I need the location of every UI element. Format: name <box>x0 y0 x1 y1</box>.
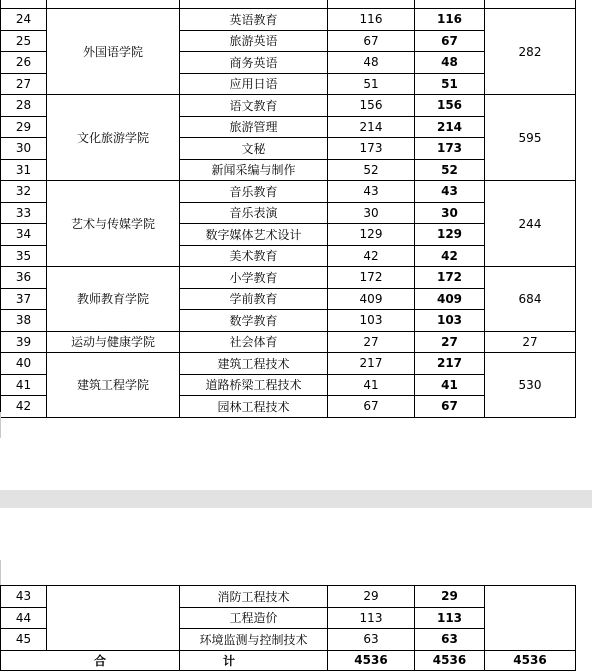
major-name: 旅游管理 <box>180 116 328 138</box>
plan-count: 129 <box>328 224 415 246</box>
actual-count: 42 <box>415 245 485 267</box>
total-actual: 4536 <box>415 650 485 670</box>
plan-count: 67 <box>328 396 415 418</box>
row-number: 24 <box>1 9 47 31</box>
major-name: 数字媒体艺术设计 <box>180 224 328 246</box>
actual-count: 156 <box>415 95 485 117</box>
college-total: 244 <box>485 181 576 267</box>
plan-count: 116 <box>328 9 415 31</box>
college-name: 运动与健康学院 <box>47 331 180 353</box>
major-name: 园林工程技术 <box>180 396 328 418</box>
major-name: 道路桥梁工程技术 <box>180 374 328 396</box>
college-total: 684 <box>485 267 576 332</box>
row-number: 29 <box>1 116 47 138</box>
plan-count: 103 <box>328 310 415 332</box>
row-number: 27 <box>1 73 47 95</box>
plan-count: 51 <box>328 73 415 95</box>
major-name: 环境监测与控制技术 <box>180 629 328 651</box>
college-name <box>47 586 180 651</box>
table-cell <box>415 0 485 9</box>
plan-count: 27 <box>328 331 415 353</box>
plan-count: 63 <box>328 629 415 651</box>
page-break-strip <box>0 490 592 508</box>
total-group: 4536 <box>485 650 576 670</box>
major-name: 社会体育 <box>180 331 328 353</box>
major-name: 英语教育 <box>180 9 328 31</box>
college-total: 282 <box>485 9 576 95</box>
plan-count: 41 <box>328 374 415 396</box>
actual-count: 214 <box>415 116 485 138</box>
major-name: 旅游英语 <box>180 30 328 52</box>
plan-count: 43 <box>328 181 415 203</box>
table-cell <box>328 0 415 9</box>
plan-count: 48 <box>328 52 415 74</box>
plan-count: 67 <box>328 30 415 52</box>
college-name: 教师教育学院 <box>47 267 180 332</box>
major-name: 语文教育 <box>180 95 328 117</box>
row-number: 28 <box>1 95 47 117</box>
row-number: 43 <box>1 586 47 608</box>
college-total: 530 <box>485 353 576 418</box>
plan-count: 173 <box>328 138 415 160</box>
actual-count: 27 <box>415 331 485 353</box>
enrollment-table-bottom <box>0 585 576 671</box>
major-name: 建筑工程技术 <box>180 353 328 375</box>
plan-count: 113 <box>328 607 415 629</box>
major-name: 学前教育 <box>180 288 328 310</box>
row-number: 35 <box>1 245 47 267</box>
major-name: 商务英语 <box>180 52 328 74</box>
actual-count: 51 <box>415 73 485 95</box>
plan-count: 214 <box>328 116 415 138</box>
actual-count: 67 <box>415 396 485 418</box>
table-row <box>1 9 576 31</box>
table-row <box>1 586 576 608</box>
row-number: 39 <box>1 331 47 353</box>
table-cell <box>1 0 47 9</box>
row-number: 41 <box>1 374 47 396</box>
major-name: 美术教育 <box>180 245 328 267</box>
major-name: 应用日语 <box>180 73 328 95</box>
row-number: 36 <box>1 267 47 289</box>
row-number: 37 <box>1 288 47 310</box>
table-row <box>1 181 576 203</box>
page-edge-line <box>0 560 1 586</box>
plan-count: 409 <box>328 288 415 310</box>
actual-count: 30 <box>415 202 485 224</box>
major-name: 文秘 <box>180 138 328 160</box>
table-cell <box>180 0 328 9</box>
major-name: 小学教育 <box>180 267 328 289</box>
actual-count: 103 <box>415 310 485 332</box>
plan-count: 156 <box>328 95 415 117</box>
row-number: 30 <box>1 138 47 160</box>
major-name: 音乐表演 <box>180 202 328 224</box>
actual-count: 43 <box>415 181 485 203</box>
table-row <box>1 353 576 375</box>
actual-count: 67 <box>415 30 485 52</box>
total-label-b: 计 <box>180 650 328 670</box>
major-name: 工程造价 <box>180 607 328 629</box>
actual-count: 409 <box>415 288 485 310</box>
row-number: 44 <box>1 607 47 629</box>
row-number: 45 <box>1 629 47 651</box>
row-number: 38 <box>1 310 47 332</box>
major-name: 消防工程技术 <box>180 586 328 608</box>
row-number: 33 <box>1 202 47 224</box>
table-cell <box>485 0 576 9</box>
row-number: 34 <box>1 224 47 246</box>
table-row <box>1 331 576 353</box>
total-plan: 4536 <box>328 650 415 670</box>
college-total: 27 <box>485 331 576 353</box>
actual-count: 116 <box>415 9 485 31</box>
actual-count: 29 <box>415 586 485 608</box>
plan-count: 29 <box>328 586 415 608</box>
plan-count: 30 <box>328 202 415 224</box>
plan-count: 42 <box>328 245 415 267</box>
college-total <box>485 586 576 651</box>
college-name: 建筑工程学院 <box>47 353 180 418</box>
row-number: 31 <box>1 159 47 181</box>
row-number: 40 <box>1 353 47 375</box>
table-row <box>1 0 576 9</box>
row-number: 42 <box>1 396 47 418</box>
plan-count: 52 <box>328 159 415 181</box>
total-label-a: 合 <box>1 650 180 670</box>
college-total: 595 <box>485 95 576 181</box>
actual-count: 41 <box>415 374 485 396</box>
major-name: 数学教育 <box>180 310 328 332</box>
college-name: 艺术与传媒学院 <box>47 181 180 267</box>
actual-count: 129 <box>415 224 485 246</box>
major-name: 音乐教育 <box>180 181 328 203</box>
college-name: 外国语学院 <box>47 9 180 95</box>
row-number: 32 <box>1 181 47 203</box>
actual-count: 113 <box>415 607 485 629</box>
major-name: 新闻采编与制作 <box>180 159 328 181</box>
actual-count: 217 <box>415 353 485 375</box>
total-row <box>1 650 576 670</box>
actual-count: 172 <box>415 267 485 289</box>
actual-count: 52 <box>415 159 485 181</box>
row-number: 26 <box>1 52 47 74</box>
college-name: 文化旅游学院 <box>47 95 180 181</box>
actual-count: 173 <box>415 138 485 160</box>
actual-count: 48 <box>415 52 485 74</box>
plan-count: 172 <box>328 267 415 289</box>
table-row <box>1 95 576 117</box>
row-number: 25 <box>1 30 47 52</box>
plan-count: 217 <box>328 353 415 375</box>
table-cell <box>47 0 180 9</box>
table-row <box>1 267 576 289</box>
actual-count: 63 <box>415 629 485 651</box>
page-edge-line <box>0 412 1 438</box>
